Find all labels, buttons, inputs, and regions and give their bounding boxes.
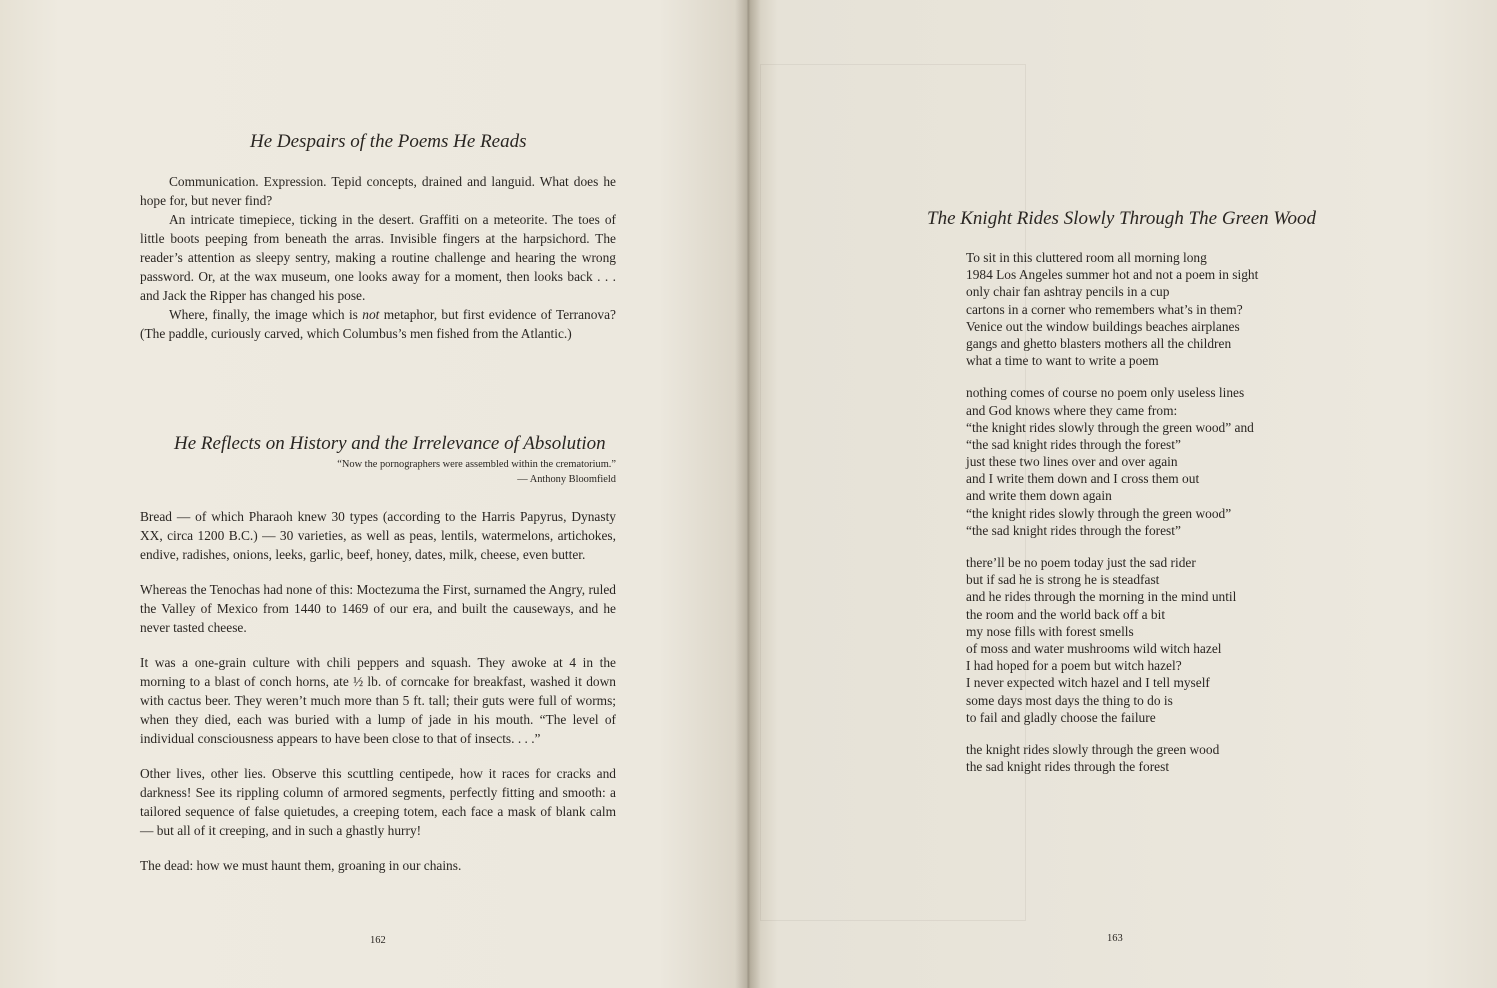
stanza (966, 384, 1258, 539)
poem-line: my nose fills with forest smells (966, 623, 1134, 639)
poem-line: cartons in a corner who remembers what’s in them? (966, 301, 1243, 317)
epigraph-author: — Anthony Bloomfield (517, 474, 616, 485)
poem-line: “the knight rides slowly through the green wood” (966, 505, 1232, 521)
poem-line: gangs and ghetto blasters mothers all the children (966, 335, 1232, 351)
poem-title-despairs: He Despairs of the Poems He Reads (250, 131, 527, 152)
paragraph: The dead: how we must haunt them, groaning in our chains. (140, 858, 462, 873)
paragraph: Communication. Expression. Tepid concepts, drained and languid. What does he hope for, but never find? (140, 174, 616, 208)
poem-title-reflects: He Reflects on History and the Irrelevance of Absolution (174, 433, 606, 454)
paragraph-text: Where, finally, the image which is (169, 307, 363, 322)
epigraph (300, 457, 616, 487)
poem-line: the room and the world back off a bit (966, 606, 1166, 622)
poem-line: what a time to want to write a poem (966, 353, 1159, 369)
paragraph: Bread — of which Pharaoh knew 30 types (according to the Harris Papyrus, Dynasty XX, circa 1200 B.C.) — 30 varieties, as well as peas, lentils, watermelons, artichokes, endive, radishes, onions, leeks, garlic, beef, honey, dates, milk, cheese, even butter. (140, 509, 616, 562)
epigraph-quote: “Now the pornographers were assembled within the crematorium.” (337, 459, 616, 470)
stanza (966, 249, 1258, 369)
poem-line: but if sad he is strong he is steadfast (966, 572, 1160, 588)
poem-line: the sad knight rides through the forest (966, 759, 1170, 775)
paragraph-text: metaphor, but first evidence of Terranova? (The paddle, curiously carved, which Columbus’s men fished from the Atlantic.) (140, 307, 616, 341)
poem-line: the knight rides slowly through the green wood (966, 741, 1220, 757)
paragraph: Other lives, other lies. Observe this scuttling centipede, how it races for cracks and darkness! See its rippling column of armored segments, perfectly fitting and smooth: a tailored sequence of false quietudes, a creeping totem, each face a mask of blank calm — but all of it creeping, and in such a ghastly hurry! (140, 766, 616, 838)
page-number-right: 163 (1107, 933, 1123, 944)
poem-line: just these two lines over and over again (966, 454, 1178, 470)
right-page (748, 0, 1497, 988)
poem-line: of moss and water mushrooms wild witch hazel (966, 640, 1222, 656)
poem-line: to fail and gladly choose the failure (966, 709, 1156, 725)
poem-line: “the sad knight rides through the forest” (966, 522, 1181, 538)
poem-line: only chair fan ashtray pencils in a cup (966, 284, 1170, 300)
poem-line: nothing comes of course no poem only useless lines (966, 385, 1245, 401)
stanza (966, 741, 1258, 775)
paragraph: Whereas the Tenochas had none of this: Moctezuma the First, surnamed the Angry, ruled the Valley of Mexico from 1440 to 1469 of our era, and built the causeways, and he never tasted cheese. (140, 582, 616, 635)
poem-title-knight: The Knight Rides Slowly Through The Green Wood (927, 208, 1316, 229)
poem-line: and write them down again (966, 488, 1112, 504)
poem-line: some days most days the thing to do is (966, 692, 1173, 708)
poem-line: To sit in this cluttered room all morning long (966, 250, 1207, 265)
poem-line: and I write them down and I cross them out (966, 471, 1200, 487)
paragraph (140, 305, 616, 343)
poem-line: 1984 Los Angeles summer hot and not a poem in sight (966, 267, 1259, 283)
book-gutter (735, 0, 761, 988)
poem-line: I had hoped for a poem but witch hazel? (966, 658, 1182, 674)
poem-body-reflects (140, 507, 616, 891)
poem-body-knight (966, 249, 1258, 790)
poem-line: I never expected witch hazel and I tell myself (966, 675, 1210, 691)
poem-line: “the sad knight rides through the forest” (966, 436, 1181, 452)
poem-line: there’ll be no poem today just the sad rider (966, 555, 1196, 570)
poem-line: and God knows where they came from: (966, 402, 1178, 418)
poem-body-despairs (140, 172, 616, 343)
paragraph: It was a one-grain culture with chili peppers and squash. They awoke at 4 in the morning to a blast of conch horns, ate ½ lb. of corncake for breakfast, washed it down with cactus beer. They weren’t much more than 5 ft. tall; their guts were full of worms; when they died, each was buried with a lump of jade in his mouth. “The level of individual consciousness appears to have been close to that of insects. . . .” (140, 655, 616, 746)
poem-line: Venice out the window buildings beaches airplanes (966, 318, 1240, 334)
emphasis: not (362, 307, 380, 322)
page-number-left: 162 (370, 935, 386, 946)
paragraph: An intricate timepiece, ticking in the desert. Graffiti on a meteorite. The toes of little boots peeping from beneath the arras. Invisible fingers at the harpsichord. The reader’s attention as sleepy sentry, making a routine challenge and hearing the wrong password. Or, at the wax museum, one looks away for a moment, then looks back . . . and Jack the Ripper has changed his pose. (140, 212, 616, 303)
poem-line: “the knight rides slowly through the green wood” and (966, 419, 1254, 435)
stanza (966, 554, 1258, 726)
left-page (0, 0, 748, 988)
poem-line: and he rides through the morning in the mind until (966, 589, 1237, 605)
